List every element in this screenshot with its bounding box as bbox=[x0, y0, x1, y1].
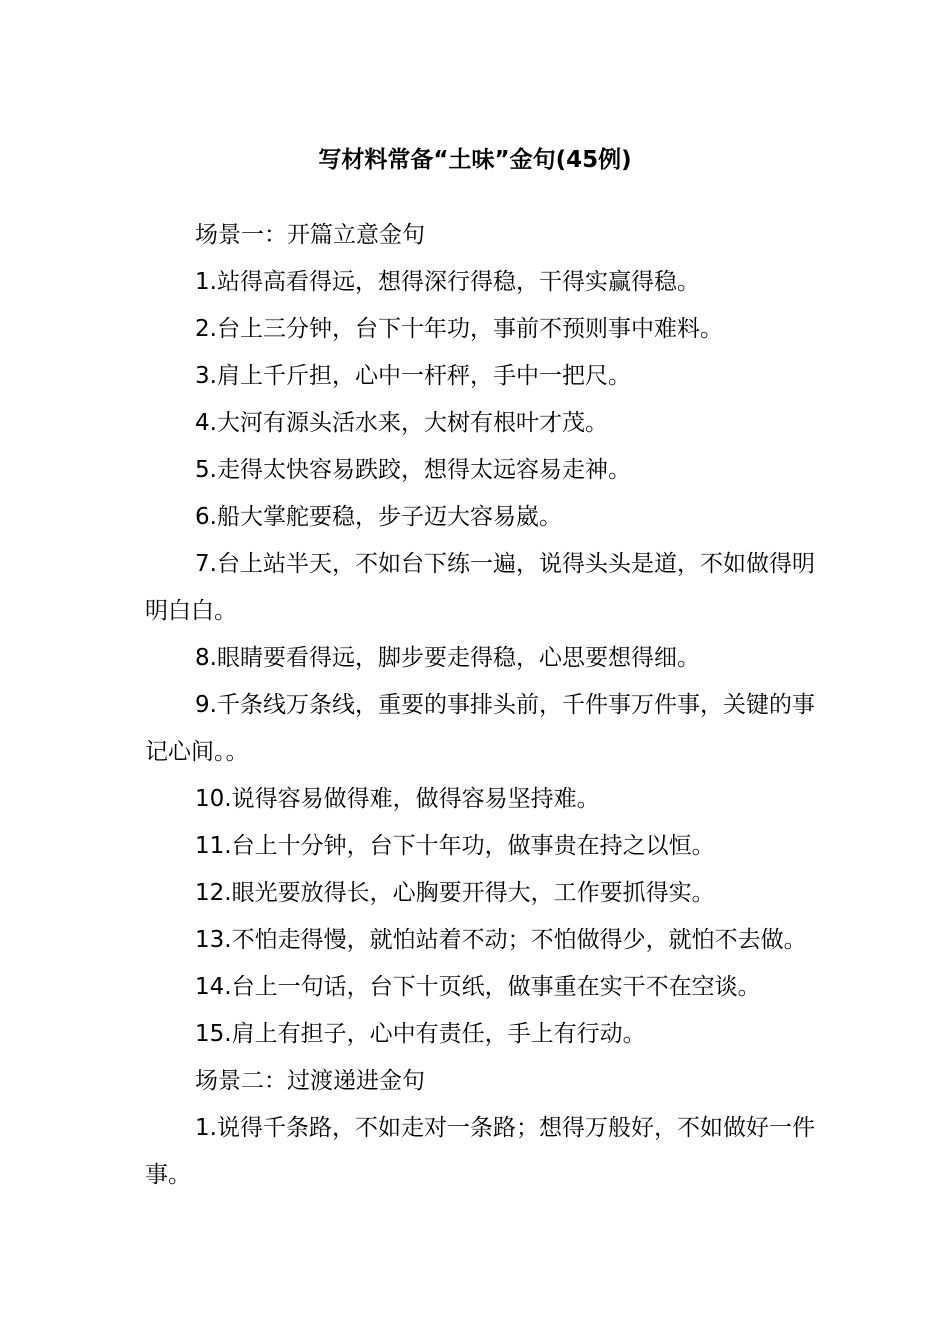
quote-item: 14.台上一句话，台下十页纸，做事重在实干不在空谈。 bbox=[195, 974, 761, 1000]
quote-item: 3.肩上千斤担，心中一杆秤，手中一把尺。 bbox=[195, 363, 631, 389]
quote-item: 11.台上十分钟，台下十年功，做事贵在持之以恒。 bbox=[195, 833, 715, 859]
document-title: 写材料常备“土味”金句(45例) bbox=[318, 147, 632, 173]
section-heading-2: 场景二：过渡递进金句 bbox=[195, 1068, 425, 1094]
quote-item: 9.千条线万条线，重要的事排头前，千件事万件事，关键的事记心间。。 bbox=[145, 692, 815, 765]
quote-item: 1.站得高看得远，想得深行得稳，干得实赢得稳。 bbox=[195, 269, 700, 295]
quote-item: 4.大河有源头活水来，大树有根叶才茂。 bbox=[195, 410, 608, 436]
quote-item: 10.说得容易做得难，做得容易坚持难。 bbox=[195, 786, 600, 812]
quote-item: 13.不怕走得慢，就怕站着不动；不怕做得少，就怕不去做。 bbox=[195, 927, 807, 953]
document-body bbox=[145, 212, 815, 1199]
quote-item: 7.台上站半天，不如台下练一遍，说得头头是道，不如做得明明白白。 bbox=[145, 551, 815, 624]
quote-item: 12.眼光要放得长，心胸要开得大，工作要抓得实。 bbox=[195, 880, 715, 906]
section-heading-1: 场景一：开篇立意金句 bbox=[195, 222, 425, 248]
quote-item: 6.船大掌舵要稳，步子迈大容易崴。 bbox=[195, 504, 562, 530]
quote-item: 1.说得千条路，不如走对一条路；想得万般好，不如做好一件事。 bbox=[145, 1115, 815, 1188]
quote-item: 5.走得太快容易跌跤，想得太远容易走神。 bbox=[195, 457, 631, 483]
quote-item: 2.台上三分钟，台下十年功，事前不预则事中难料。 bbox=[195, 316, 723, 342]
quote-item: 15.肩上有担子，心中有责任，手上有行动。 bbox=[195, 1021, 646, 1047]
quote-item: 8.眼睛要看得远，脚步要走得稳，心思要想得细。 bbox=[195, 645, 700, 671]
